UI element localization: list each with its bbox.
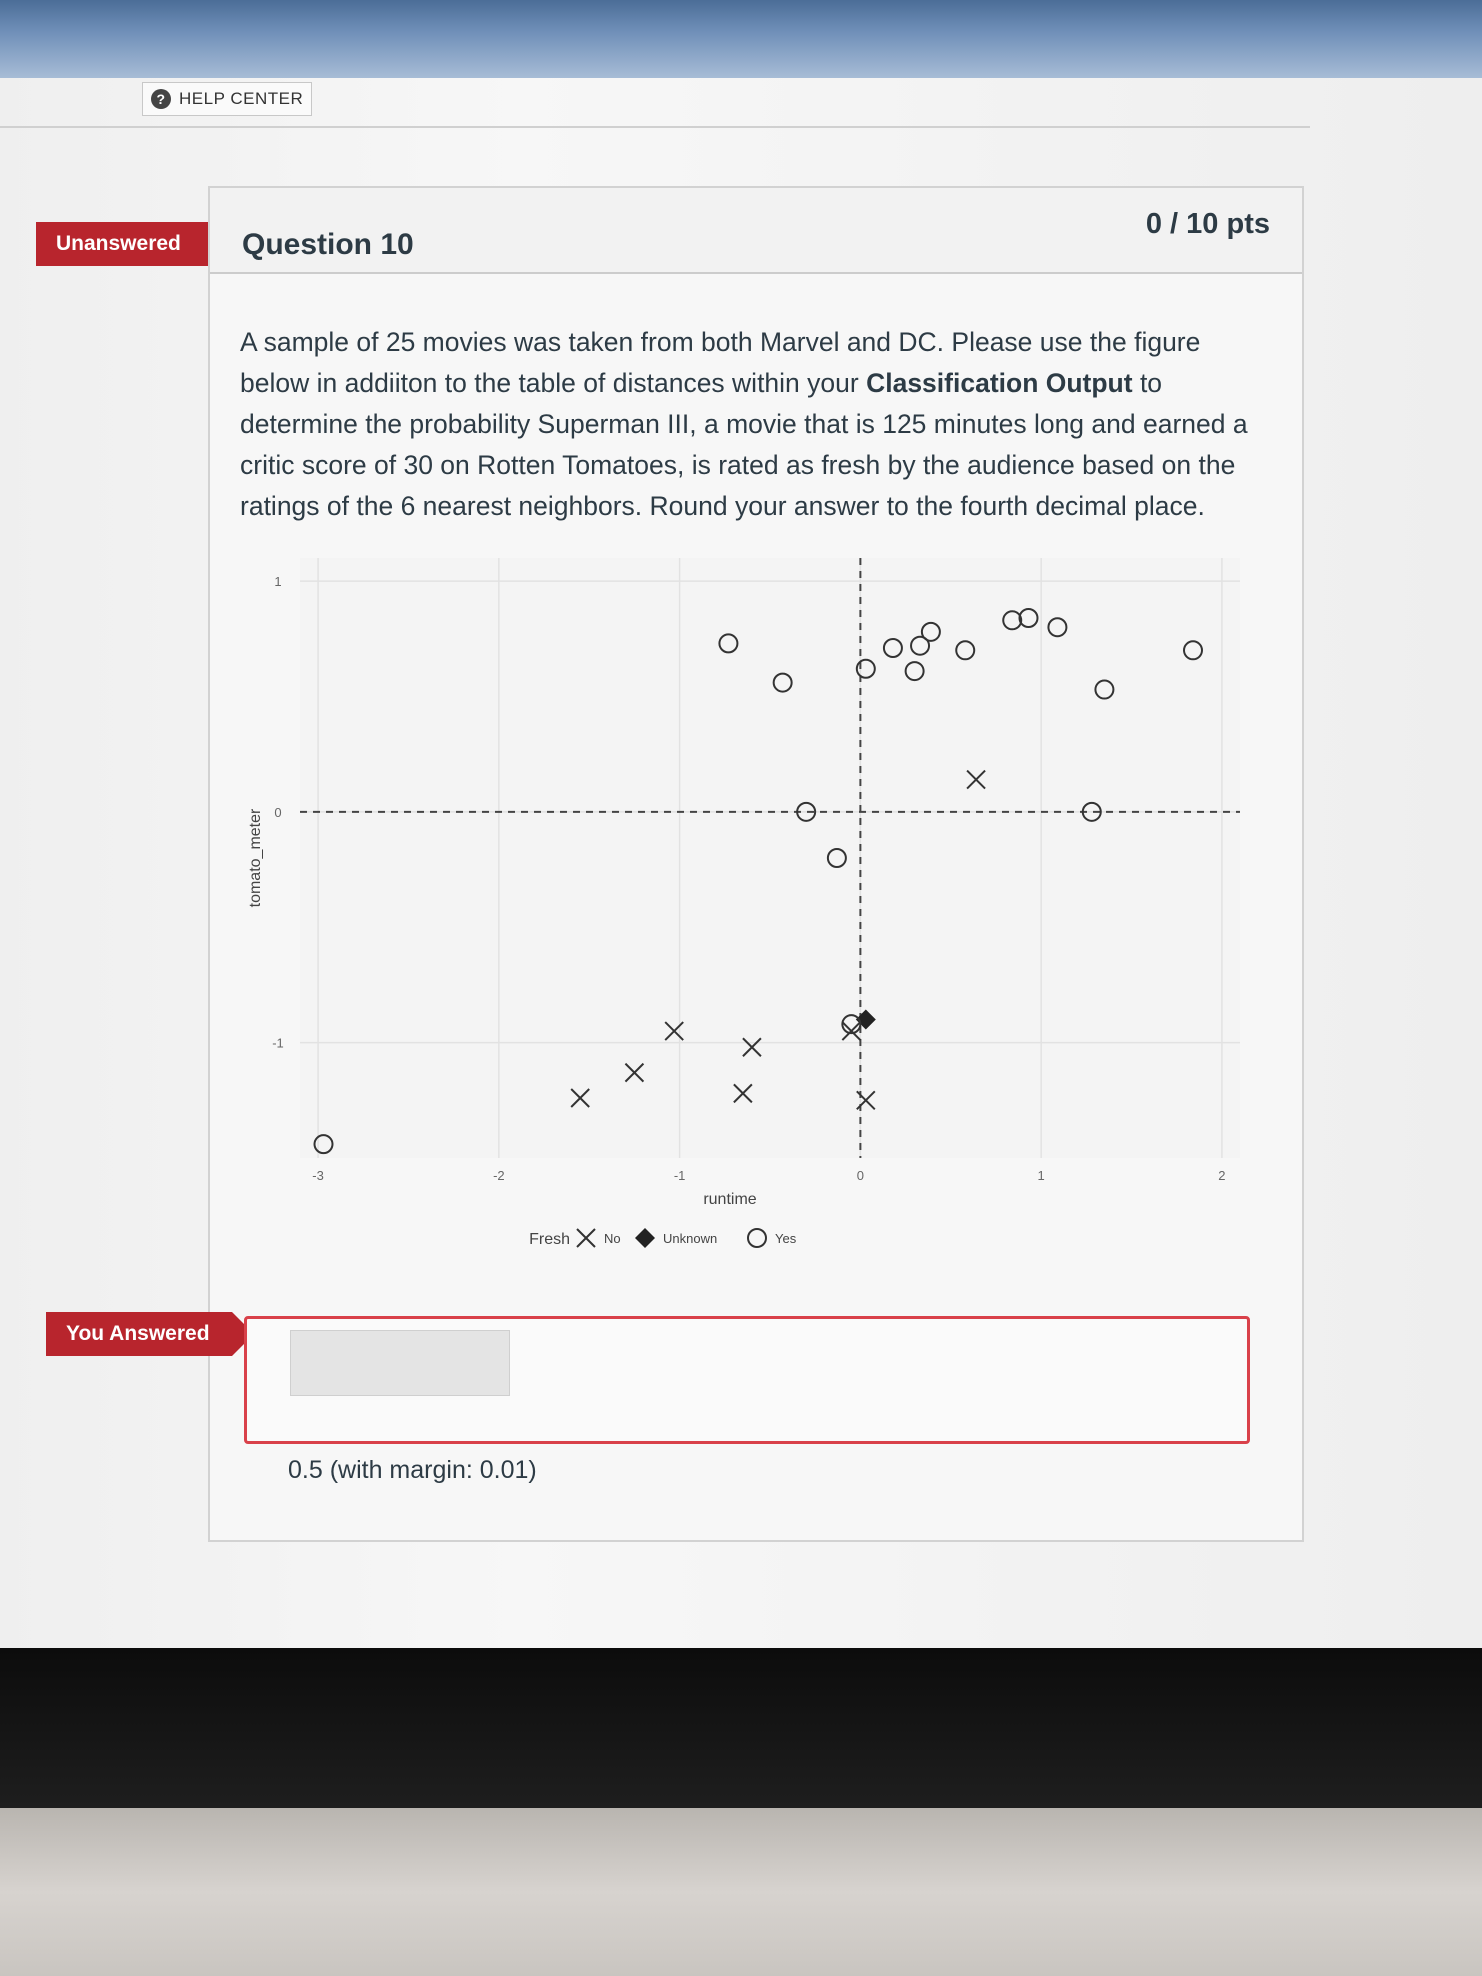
x-tick-label: -3 <box>312 1168 324 1183</box>
question-header <box>210 188 1302 274</box>
x-tick-label: 2 <box>1218 1168 1226 1183</box>
laptop-body <box>0 1808 1482 1976</box>
x-tick-label: 0 <box>856 1168 865 1183</box>
legend-marker-yes <box>748 1229 766 1247</box>
monitor-bezel <box>0 1648 1482 1808</box>
unanswered-badge <box>36 222 228 266</box>
help-circle-icon: ? <box>151 89 171 109</box>
browser-top-band <box>0 0 1482 78</box>
question-points: 0 / 10 pts <box>1145 208 1270 240</box>
question-title: Question 10 <box>242 228 414 261</box>
y-tick-label: -1 <box>272 1035 284 1051</box>
you-answered-badge <box>46 1312 232 1356</box>
answer-input[interactable] <box>290 1330 510 1396</box>
x-tick-label: -1 <box>673 1168 686 1183</box>
question-text-part-a: A sample of 25 movies was taken from both Marvel and DC. Please use the figure below in addiiton to the table of distances within your <box>240 327 1201 398</box>
x-axis-label: runtime <box>703 1191 757 1208</box>
question-text-part-b: to determine the probability Superman III, a movie that is 125 minutes long and earned a critic score of 30 on Rotten Tomatoes, is rated as fresh by the audience based on the ratings of the 6 nearest neighbors. Round your answer to the fourth decimal place. <box>240 368 1248 521</box>
you-answered-label: You Answered <box>66 1322 210 1345</box>
x-tick-label: -2 <box>493 1168 505 1183</box>
scatter-chart-svg <box>240 548 1260 1260</box>
help-center-label: HELP CENTER <box>179 89 304 108</box>
plot-area <box>300 558 1240 1158</box>
legend-title: Fresh <box>529 1231 570 1248</box>
y-tick-label: 0 <box>274 804 282 820</box>
help-center-button[interactable] <box>142 82 312 116</box>
y-tick-label: 1 <box>274 574 282 590</box>
legend-label-unknown: Unknown <box>663 1231 718 1246</box>
scatter-chart <box>240 548 1260 1260</box>
legend-marker-unknown <box>635 1228 655 1248</box>
legend-label-no: No <box>604 1231 621 1246</box>
legend-label-yes: Yes <box>775 1231 797 1246</box>
legend-marker-no <box>577 1229 595 1247</box>
question-text <box>240 322 1270 527</box>
unanswered-label: Unanswered <box>56 232 181 255</box>
y-axis-label: tomato_meter <box>247 808 264 908</box>
question-text-bold: Classification Output <box>866 368 1133 398</box>
x-tick-label: 1 <box>1037 1168 1045 1183</box>
correct-answer-text: 0.5 (with margin: 0.01) <box>288 1456 537 1484</box>
